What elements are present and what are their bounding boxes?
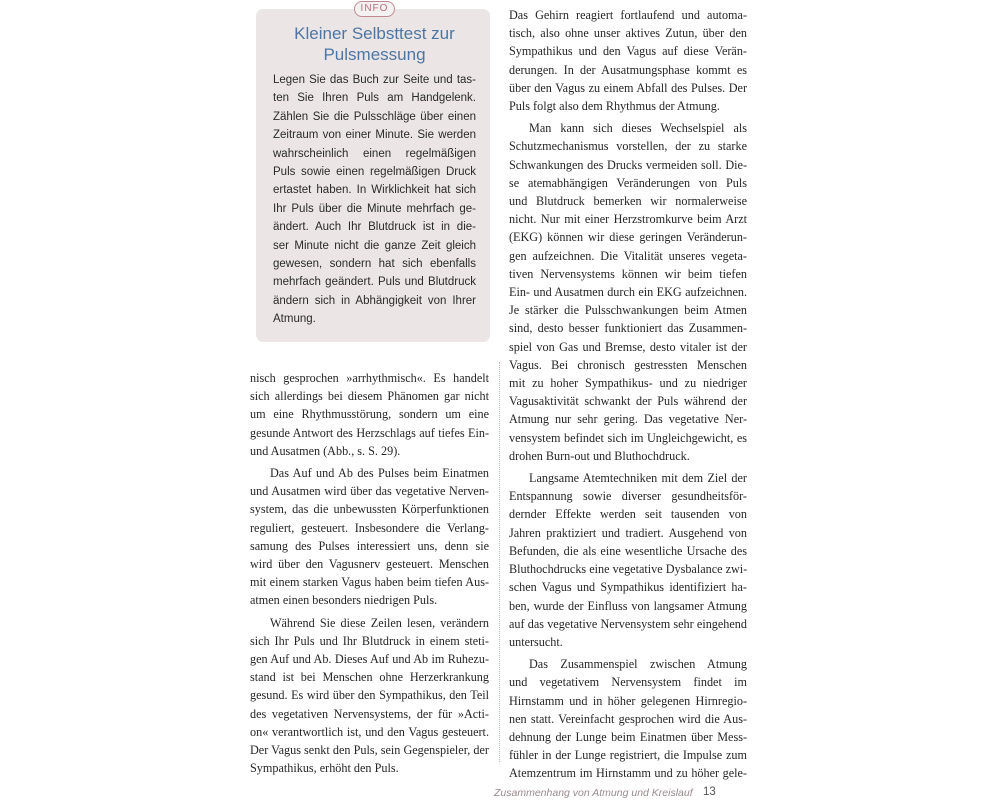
text-line: spiel von Gas und Bremse, desto vitaler ist der: [509, 339, 747, 354]
text-line: und vegetativem Nervensystem findet im: [509, 675, 747, 690]
text-line: nicht. Nur mit einer Herzstromkurve beim Arzt: [509, 212, 747, 227]
text-line: dehnung der Lunge beim Einatmen über Mess-: [509, 729, 747, 744]
info-box-line: ertastet haben. In Wirklichkeit hat sich: [273, 184, 476, 197]
info-box-line: Ihr Puls über die Minute mehrfach ge-: [273, 202, 476, 215]
text-line: nisch gesprochen »arrhythmisch«. Es handelt: [250, 371, 489, 385]
info-box-line: Puls sowie einen regelmäßigen Druck: [273, 166, 476, 179]
info-box-line: Zeitraum von einer Minute. Sie werden: [273, 129, 476, 142]
text-line: und Blutdruck bemerken wir normalerweise: [509, 194, 747, 209]
text-line: wird über den Vagusnerv gesteuert. Menschen: [250, 557, 489, 572]
text-line: atmen einen besonders niedrigen Puls.: [250, 593, 438, 608]
info-box-body: [273, 71, 476, 329]
text-line: des vegetativen Nervensystems, der für »Acti-: [250, 706, 489, 721]
text-line: mit einem starken Vagus haben beim tiefen Aus-: [250, 575, 489, 590]
text-line: Sympathikus, erhöht den Puls.: [250, 761, 399, 776]
info-box-line: Zählen Sie die Pulsschläge über einen: [273, 110, 476, 123]
text-line: Jahren praktiziert und tradiert. Ausgehend von: [509, 525, 747, 540]
paragraph: [509, 469, 747, 651]
text-line: Während Sie diese Zeilen lesen, verändern: [270, 615, 489, 630]
text-line: fühler in der Lunge registriert, die Impulse zum: [509, 748, 747, 763]
text-line: auf das vegetative Nervensystem sehr eingehend: [509, 616, 747, 631]
text-line: system, das die unbewussten Körperfunktionen: [250, 502, 489, 517]
text-line: drohen Burn-out und Bluthochdruck.: [509, 448, 690, 463]
text-line: Schutzmechanismus vorstellen, der zu starke: [509, 139, 747, 154]
left-column: [250, 369, 489, 777]
text-line: Sympathikus und den Vagus auf diese Verän-: [509, 44, 747, 59]
text-line: stand ist bei Menschen ohne Herzerkrankung: [250, 670, 489, 685]
text-line: reguliert, gesteuert. Insbesondere die Verlang-: [250, 520, 489, 535]
text-line: Das Auf und Ab des Pulses beim Einatmen: [270, 466, 489, 481]
info-box-line: Legen Sie das Buch zur Seite und tas-: [273, 74, 476, 86]
text-line: über den Vagus zu einem Abfall des Pulses. Der: [509, 80, 747, 95]
paragraph: [509, 6, 747, 115]
info-box-title-line: Pulsmessung: [323, 45, 426, 64]
text-line: nen statt. Vereinfacht gesprochen wird die Aus-: [509, 711, 747, 726]
info-box-line: Atmung.: [273, 313, 316, 326]
text-line: Langsame Atemtechniken mit dem Ziel der: [529, 471, 747, 486]
text-line: Ein- und Ausatmen durch ein EKG aufzeichnen.: [509, 285, 747, 300]
text-line: Vagusaktivität schwankt der Puls während der: [509, 394, 747, 409]
text-line: Entspannung sowie diverser gesundheitsför-: [509, 489, 747, 504]
text-line: untersucht.: [509, 634, 563, 649]
text-line: sich allerdings bei diesem Phänomen gar nicht: [250, 389, 489, 404]
info-box: [256, 9, 490, 342]
text-line: sich Ihr Puls und Ihr Blutdruck in einem steti-: [250, 633, 489, 648]
text-line: Atemzentrum im Hirnstamm und zu höher gele-: [509, 766, 747, 781]
text-line: Hirnstamm und in höher gelegenen Hirnregio-: [509, 693, 747, 708]
info-box-line: mehrfach geändert. Puls und Blutdruck: [273, 276, 476, 289]
info-box-line: ser Minute nicht die ganze Zeit gleich: [273, 239, 476, 252]
running-footer: Zusammenhang von Atmung und Kreislauf: [494, 787, 693, 799]
paragraph: [509, 655, 747, 782]
text-line: dernder Effekte werden seit tausenden von: [509, 507, 747, 522]
info-box-line: ten Sie Ihren Puls am Handgelenk.: [273, 92, 476, 105]
text-line: vensystem befindet sich im Ungleichgewicht, es: [509, 430, 747, 445]
text-line: Vagus. Bei chronisch gestressten Menschen: [509, 357, 747, 372]
paragraph: [509, 119, 747, 465]
info-box-line: ändert. Auch Ihr Blutdruck ist in die-: [273, 221, 476, 234]
text-line: tisch, also ohne unser aktives Zutun, über den: [509, 26, 747, 41]
text-line: se atemabhängigen Veränderungen von Puls: [509, 175, 747, 190]
text-line: sind, desto besser funktioniert das Zusammen-: [509, 321, 747, 336]
text-line: gen Auf und Ab. Dieses Auf und Ab im Ruhezu-: [250, 652, 489, 667]
text-line: Das Zusammenspiel zwischen Atmung: [529, 657, 747, 672]
column-divider: [499, 362, 500, 762]
text-line: Atmung nur sehr gering. Das vegetative Ner-: [509, 412, 747, 427]
text-line: Bluthochdrucks eine vegetative Dysbalance zwi-: [509, 562, 748, 577]
text-line: und Ausatmen (Abb., s. S. 29).: [250, 443, 401, 458]
info-box-line: wahrscheinlich einen regelmäßigen: [273, 147, 476, 160]
info-box-title: [273, 23, 476, 65]
text-line: Je stärker die Pulsschwankungen beim Atmen: [509, 303, 747, 318]
info-box-line: ändern sich in Abhängigkeit von Ihrer: [273, 294, 476, 307]
text-line: Puls folgt also dem Rhythmus der Atmung.: [509, 99, 720, 114]
text-line: ben, wurde der Einfluss von langsamer Atmung: [509, 598, 747, 613]
text-line: on« verantwortlich ist, und den Vagus gesteuert.: [250, 724, 489, 739]
text-line: Befunden, die als eine wesentliche Ursache des: [509, 543, 747, 558]
text-line: schen Vagus und Sympathikus identifiziert ha-: [509, 580, 747, 595]
text-line: mit zu hoher Sympathikus- und zu niedriger: [509, 376, 747, 391]
text-line: gen aufzeichnen. Die Vitalität unseres vegeta-: [509, 248, 747, 263]
paragraph: [250, 464, 489, 610]
text-line: gesunde Antwort des Herzschlags auf tiefes Ein-: [250, 425, 489, 440]
text-line: samung des Pulses interessiert uns, denn sie: [250, 538, 489, 553]
text-line: Das Gehirn reagiert fortlaufend und automa-: [509, 8, 747, 22]
text-line: derungen. In der Ausatmungsphase kommt es: [509, 62, 747, 77]
paragraph: [250, 369, 489, 460]
text-line: (EKG) können wir diese geringen Veränderun-: [509, 230, 747, 245]
paragraph: [250, 614, 489, 778]
text-line: Der Vagus senkt den Puls, sein Gegenspieler, der: [250, 743, 489, 758]
text-line: und Ausatmen wird über das vegetative Nerven-: [250, 484, 489, 499]
text-line: um eine Rhythmusstörung, sondern um eine: [250, 407, 489, 422]
info-tag: INFO: [354, 1, 395, 17]
right-column: [509, 6, 747, 783]
text-line: gesund. Es wird über den Sympathikus, den Teil: [250, 688, 489, 703]
text-line: Man kann sich dieses Wechselspiel als: [529, 121, 747, 136]
info-box-line: gewesen, sondern hat sich ebenfalls: [273, 258, 476, 271]
page-number: 13: [703, 786, 716, 798]
info-box-title-line: Kleiner Selbsttest zur: [294, 24, 455, 43]
text-line: tiven Nervensystems können wir beim tiefen: [509, 266, 747, 281]
text-line: Schwankungen des Drucks vermeiden soll. Die-: [509, 157, 747, 172]
